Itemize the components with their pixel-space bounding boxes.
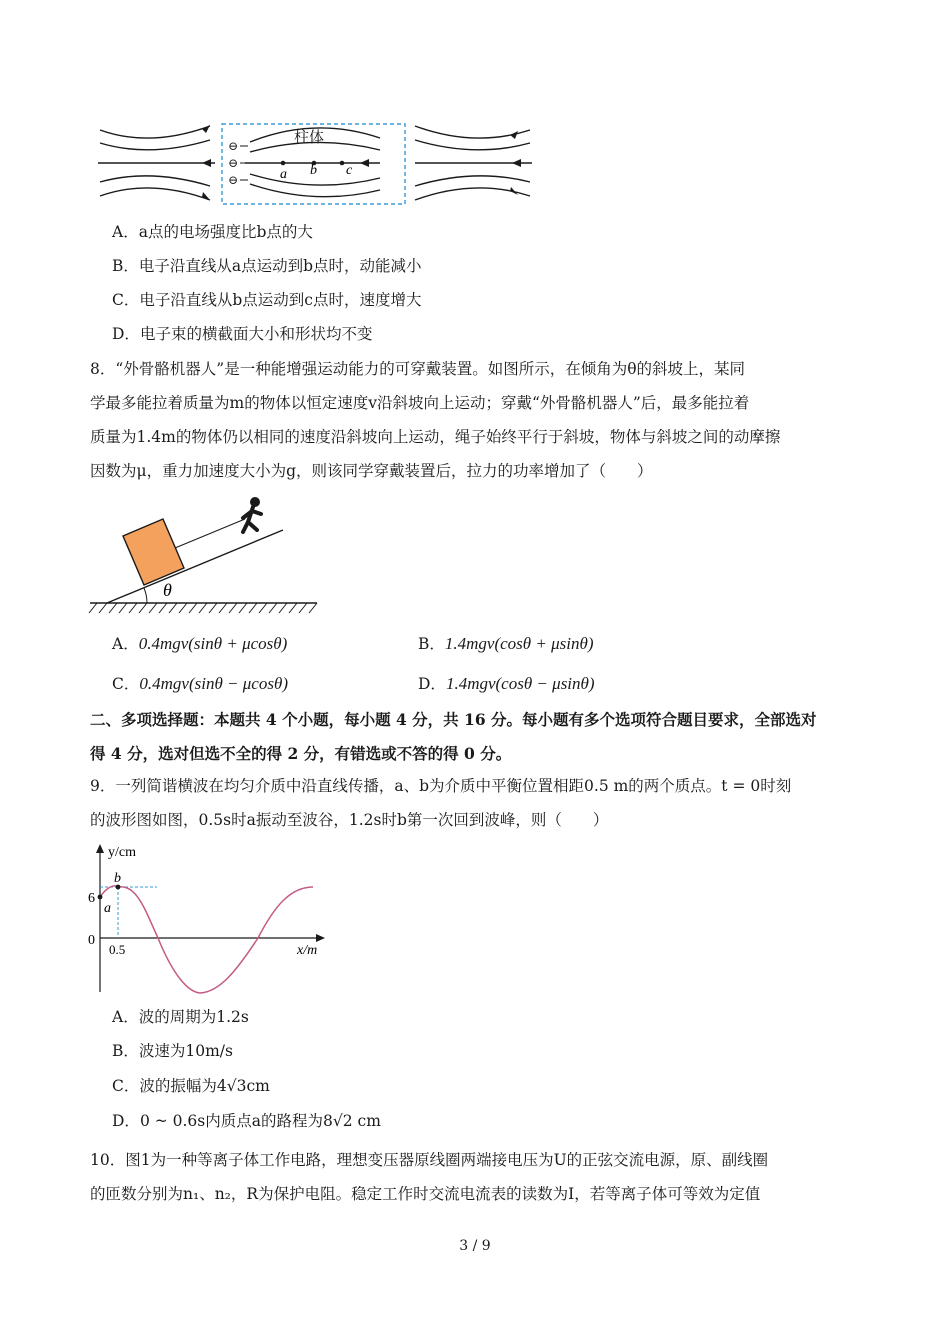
point-a-label: a: [280, 167, 287, 182]
q7-option-c: C．电子沿直线从b点运动到c点时，速度增大: [112, 291, 422, 309]
q9-option-a: A．波的周期为1.2s: [112, 1008, 249, 1026]
q10-stem-line2: 的匝数分别为n₁、n₂，R为保护电阻。稳定工作时交流电流表的读数为I，若等离子体可等效为定值: [90, 1185, 761, 1203]
q9-option-c: C．波的振幅为4√3cm: [112, 1077, 270, 1095]
q7-option-a: A．a点的电场强度比b点的大: [112, 223, 313, 241]
q8-stem-line4: 因数为μ，重力加速度大小为g，则该同学穿戴装置后，拉力的功率增加了（ ）: [90, 462, 653, 480]
origin-label: 0: [88, 933, 95, 948]
q10-stem-line1: 10．图1为一种等离子体工作电路，理想变压器原线圈两端接电压为U的正弦交流电源，原、副线圈: [90, 1151, 769, 1169]
point-b-label: b: [310, 163, 317, 178]
q9-option-d: D．0 ~ 0.6s内质点a的路程为8√2 cm: [112, 1112, 381, 1130]
q8-option-b: B．1.4mgv(cosθ + μsinθ): [418, 634, 594, 653]
electron-icon: ⊖: [228, 139, 239, 153]
q7-option-b: B．电子沿直线从a点运动到b点时，动能减小: [112, 257, 422, 275]
point-b-label: b: [114, 871, 121, 886]
electron-icon: ⊖: [228, 156, 239, 170]
point-c-label: c: [346, 163, 353, 178]
q9-stem-line1: 9．一列简谐横波在均匀介质中沿直线传播，a、b为介质中平衡位置相距0.5 m的两个质点。t = 0时刻: [90, 777, 792, 795]
q8-option-d: D．1.4mgv(cosθ − μsinθ): [418, 674, 595, 693]
q7-option-d: D．电子束的横截面大小和形状均不变: [112, 325, 373, 343]
y-axis-label: y/cm: [108, 845, 136, 860]
page-number: 3 / 9: [459, 1238, 491, 1254]
x-tick-label: 0.5: [109, 942, 126, 957]
q8-option-c: C．0.4mgv(sinθ − μcosθ): [112, 674, 288, 693]
section2-heading-line1: 二、多项选择题：本题共 4 个小题，每小题 4 分，共 16 分。每小题有多个选项符合题目要求，全部选对: [90, 710, 817, 729]
q8-option-a: A．0.4mgv(sinθ + μcosθ): [112, 634, 288, 653]
wave-graph: [85, 840, 335, 1000]
q9-stem-line2: 的波形图如图，0.5s时a振动至波谷，1.2s时b第一次回到波峰，则（ ）: [90, 811, 609, 829]
column-label: 柱体: [294, 130, 325, 146]
q8-stem-line1: 8．“外骨骼机器人”是一种能增强运动能力的可穿戴装置。如图所示，在倾角为θ的斜坡上，某同: [90, 360, 746, 378]
x-axis-label: x/m: [297, 943, 318, 958]
person-icon: [243, 497, 261, 532]
q8-stem-line2: 学最多能拉着质量为m的物体以恒定速度v沿斜坡向上运动；穿戴“外骨骼机器人”后，最多能拉着: [90, 394, 750, 412]
incline-figure: [85, 492, 325, 622]
y-tick-label: 6: [88, 891, 95, 906]
electron-icon: ⊖: [228, 173, 239, 187]
q8-stem-line3: 质量为1.4m的物体仍以相同的速度沿斜坡向上运动，绳子始终平行于斜坡，物体与斜坡之间的动摩擦: [90, 428, 781, 446]
electric-field-figure: [90, 118, 540, 208]
q9-option-b: B．波速为10m/s: [112, 1042, 233, 1060]
section2-heading-line2: 得 4 分，选对但选不全的得 2 分，有错选或不答的得 0 分。: [90, 744, 512, 763]
angle-label: θ: [163, 580, 172, 600]
point-a-label: a: [104, 901, 111, 916]
